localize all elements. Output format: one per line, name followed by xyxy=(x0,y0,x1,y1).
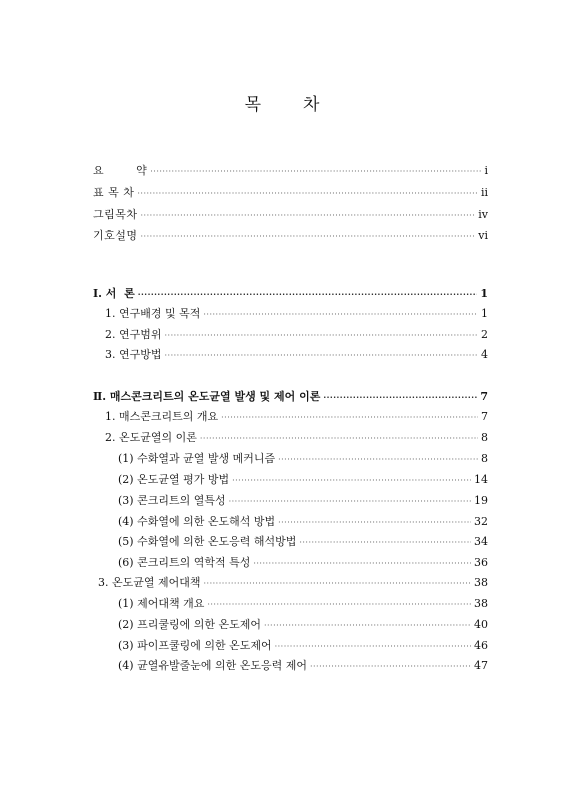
entry-page: 1 xyxy=(481,307,488,320)
toc-chapter-1-heading[interactable] xyxy=(93,286,488,302)
entry-page: 34 xyxy=(474,535,488,548)
entry-label: 기호설명 xyxy=(93,229,138,242)
toc-subentry[interactable] xyxy=(118,638,488,654)
entry-label: 3. 온도균열 제어대책 xyxy=(98,576,201,589)
entry-page: 36 xyxy=(474,556,488,569)
leader-dots xyxy=(141,208,476,224)
entry-label: (6) 콘크리트의 역학적 특성 xyxy=(118,556,251,569)
toc-entry-nomenclature[interactable] xyxy=(93,228,488,244)
leader-dots xyxy=(141,229,476,245)
entry-label: (1) 수화열과 균열 발생 메커니즘 xyxy=(118,452,276,465)
leader-dots xyxy=(278,452,478,468)
toc-entry[interactable] xyxy=(98,575,488,591)
entry-label: 1. 매스콘크리트의 개요 xyxy=(105,410,219,423)
entry-page: 32 xyxy=(474,515,488,528)
toc-entry[interactable] xyxy=(105,306,488,322)
entry-label: (2) 프리쿨링에 의한 온도제어 xyxy=(118,618,261,631)
toc-title xyxy=(0,90,566,115)
entry-label: 그림목차 xyxy=(93,208,138,221)
entry-page: vi xyxy=(478,229,488,242)
toc-subentry[interactable] xyxy=(118,617,488,633)
entry-label: (3) 파이프쿨링에 의한 온도제어 xyxy=(118,639,272,652)
entry-label: 3. 연구방법 xyxy=(105,348,162,361)
leader-dots xyxy=(299,535,471,551)
leader-dots xyxy=(137,186,478,202)
entry-page: 14 xyxy=(474,473,488,486)
leader-dots xyxy=(310,659,471,675)
toc-entry-list-of-figures[interactable] xyxy=(93,207,488,223)
leader-dots xyxy=(253,556,471,572)
entry-label: (5) 수화열에 의한 온도응력 해석방법 xyxy=(118,535,297,548)
entry-page: 8 xyxy=(481,452,488,465)
entry-page: 38 xyxy=(474,576,488,589)
entry-label: 표 목 차 xyxy=(93,186,135,199)
toc-subentry[interactable] xyxy=(118,493,488,509)
chapter-label: Ⅱ. 매스콘크리트의 온도균열 발생 및 제어 이론 xyxy=(93,390,321,403)
leader-dots xyxy=(165,348,479,364)
entry-page: 7 xyxy=(481,410,488,423)
leader-dots xyxy=(207,597,471,613)
entry-label: (1) 제어대책 개요 xyxy=(118,597,205,610)
entry-label: (4) 수화열에 의한 온도해석 방법 xyxy=(118,515,276,528)
toc-entry[interactable] xyxy=(105,409,488,425)
entry-page: iv xyxy=(478,208,488,221)
toc-entry-summary[interactable] xyxy=(93,163,488,179)
leader-dots xyxy=(200,431,478,447)
leader-dots xyxy=(204,576,472,592)
entry-label: (2) 온도균열 평가 방법 xyxy=(118,473,230,486)
entry-label: (4) 균열유발줄눈에 의한 온도응력 제어 xyxy=(118,659,307,672)
entry-label: (3) 콘크리트의 열특성 xyxy=(118,494,226,507)
entry-page: i xyxy=(484,164,488,177)
entry-label: 요 약 xyxy=(93,164,148,177)
leader-dots xyxy=(221,410,478,426)
title-char-2: 차 xyxy=(303,95,322,115)
toc-subentry[interactable] xyxy=(118,472,488,488)
toc-subentry[interactable] xyxy=(118,451,488,467)
entry-label: 1. 연구배경 및 목적 xyxy=(105,307,201,320)
entry-page: ii xyxy=(480,186,488,199)
leader-dots xyxy=(323,389,477,405)
entry-page: 19 xyxy=(474,494,488,507)
toc-subentry[interactable] xyxy=(118,514,488,530)
leader-dots xyxy=(264,618,471,634)
chapter-page: 1 xyxy=(480,287,488,300)
toc-subentry[interactable] xyxy=(118,555,488,571)
toc-entry[interactable] xyxy=(105,347,488,363)
toc-subentry[interactable] xyxy=(118,596,488,612)
entry-page: 4 xyxy=(481,348,488,361)
toc-entry[interactable] xyxy=(105,430,488,446)
chapter-page: 7 xyxy=(480,390,488,403)
entry-page: 40 xyxy=(474,618,488,631)
leader-dots xyxy=(150,164,481,180)
entry-label: 2. 연구범위 xyxy=(105,328,162,341)
leader-dots xyxy=(278,515,471,531)
chapter-label: Ⅰ. 서 론 xyxy=(93,287,135,300)
leader-dots xyxy=(165,328,479,344)
entry-page: 38 xyxy=(474,597,488,610)
toc-subentry[interactable] xyxy=(118,658,488,674)
leader-dots xyxy=(138,286,478,302)
toc-chapter-2-heading[interactable] xyxy=(93,389,488,405)
leader-dots xyxy=(232,473,471,489)
leader-dots xyxy=(275,639,471,655)
entry-page: 8 xyxy=(481,431,488,444)
entry-page: 46 xyxy=(474,639,488,652)
entry-page: 2 xyxy=(481,328,488,341)
toc-subentry[interactable] xyxy=(118,534,488,550)
title-char-1: 목 xyxy=(244,95,263,115)
toc-entry-list-of-tables[interactable] xyxy=(93,185,488,201)
leader-dots xyxy=(203,307,478,323)
leader-dots xyxy=(229,494,471,510)
toc-entry[interactable] xyxy=(105,327,488,343)
entry-label: 2. 온도균열의 이론 xyxy=(105,431,197,444)
entry-page: 47 xyxy=(474,659,488,672)
